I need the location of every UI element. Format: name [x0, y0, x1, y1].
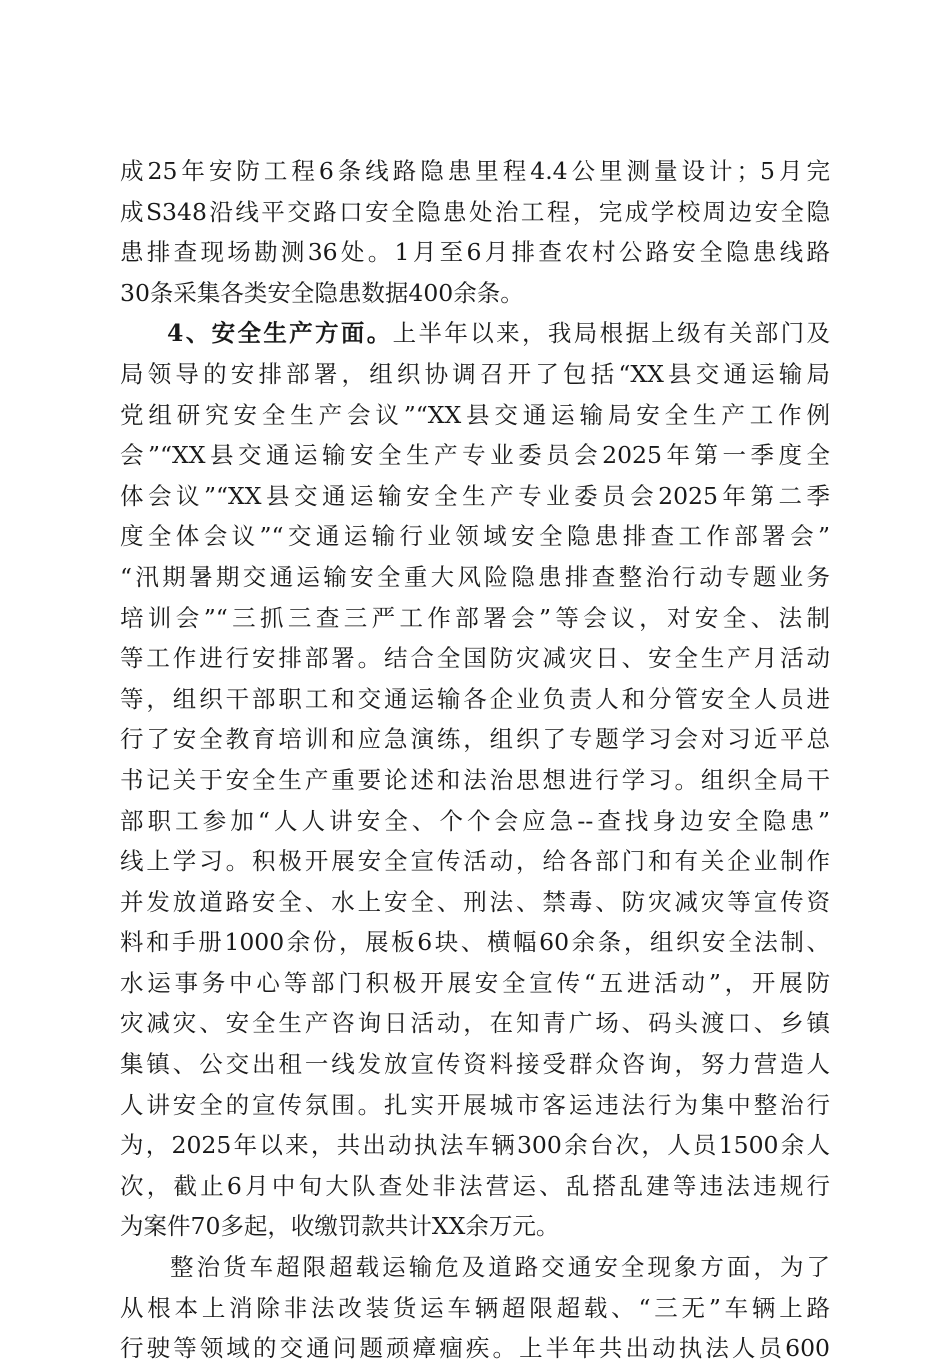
text-line: 为，2025年以来，共出动执法车辆300余台次，人员1500余人 — [120, 1131, 830, 1160]
text-line: 线上学习。积极开展安全宣传活动，给各部门和有关企业制作 — [120, 847, 830, 876]
text-line: 局领导的安排部署，组织协调召开了包括“XX县交通运输局 — [120, 359, 830, 388]
text-line: 灾减灾、安全生产咨询日活动，在知青广场、码头渡口、乡镇 — [120, 1009, 830, 1038]
text-line — [120, 1247, 830, 1288]
text-line: 等工作进行安排部署。结合全国防灾减灾日、安全生产月活动 — [120, 644, 830, 673]
text-line: 等，组织干部职工和交通运输各企业负责人和分管安全人员进 — [120, 684, 830, 713]
text-line: 人讲安全的宣传氛围。扎实开展城市客运违法行为集中整治行 — [120, 1090, 830, 1119]
text-line: 患排查现场勘测36处。1月至6月排查农村公路安全隐患线路 — [120, 238, 830, 267]
text-line: 行了安全教育培训和应急演练，组织了专题学习会对习近平总 — [120, 725, 830, 754]
text-line: 为案件70多起，收缴罚款共计XX余万元。 — [120, 1212, 560, 1241]
text-line: 书记关于安全生产重要论述和法治思想进行学习。组织全局干 — [120, 765, 830, 794]
text-line: 成25年安防工程6条线路隐患里程4.4公里测量设计；5月完 — [120, 157, 830, 185]
text-line: 体会议”“XX县交通运输安全生产专业委员会2025年第二季 — [120, 481, 830, 510]
text-line: 部职工参加“人人讲安全、个个会应急--查找身边安全隐患” — [120, 806, 830, 835]
text-line: 党组研究安全生产会议”“XX县交通运输局安全生产工作例 — [120, 400, 830, 429]
text-line: 并发放道路安全、水上安全、刑法、禁毒、防灾减灾等宣传资 — [120, 887, 830, 916]
text-line: 从根本上消除非法改装货运车辆超限超载、“三无”车辆上路 — [120, 1293, 830, 1322]
text-run: 整治货车超限超载运输危及道路交通安全现象方面，为了 — [167, 1253, 830, 1282]
text-line: 成S348沿线平交路口安全隐患处治工程，完成学校周边安全隐 — [120, 197, 830, 226]
text-line: 行驶等领域的交通问题顽瘴痼疾。上半年共出动执法人员600 — [120, 1334, 830, 1363]
text-line: 培训会”“三抓三查三严工作部署会”等会议，对安全、法制 — [120, 603, 830, 632]
text-line: 次，截止6月中旬大队查处非法营运、乱搭乱建等违法违规行 — [120, 1171, 830, 1200]
text-run: 上半年以来，我局根据上级有关部门及 — [392, 319, 831, 348]
section-heading: 4、安全生产方面。 — [167, 319, 393, 348]
text-line: 度全体会议”“交通运输行业领域安全隐患排查工作部署会” — [120, 522, 830, 551]
text-line: 会”“XX县交通运输安全生产专业委员会2025年第一季度全 — [120, 441, 830, 470]
text-line: 料和手册1000余份，展板6块、横幅60余条，组织安全法制、 — [120, 928, 830, 957]
body-text — [120, 151, 830, 1369]
text-line: “汛期暑期交通运输安全重大风险隐患排查整治行动专题业务 — [120, 562, 830, 591]
text-line: 30条采集各类安全隐患数据400余条。 — [120, 278, 524, 307]
text-line: 水运事务中心等部门积极开展安全宣传“五进活动”，开展防 — [120, 968, 830, 997]
text-line — [120, 313, 830, 354]
text-line: 集镇、公交出租一线发放宣传资料接受群众咨询，努力营造人 — [120, 1050, 830, 1079]
